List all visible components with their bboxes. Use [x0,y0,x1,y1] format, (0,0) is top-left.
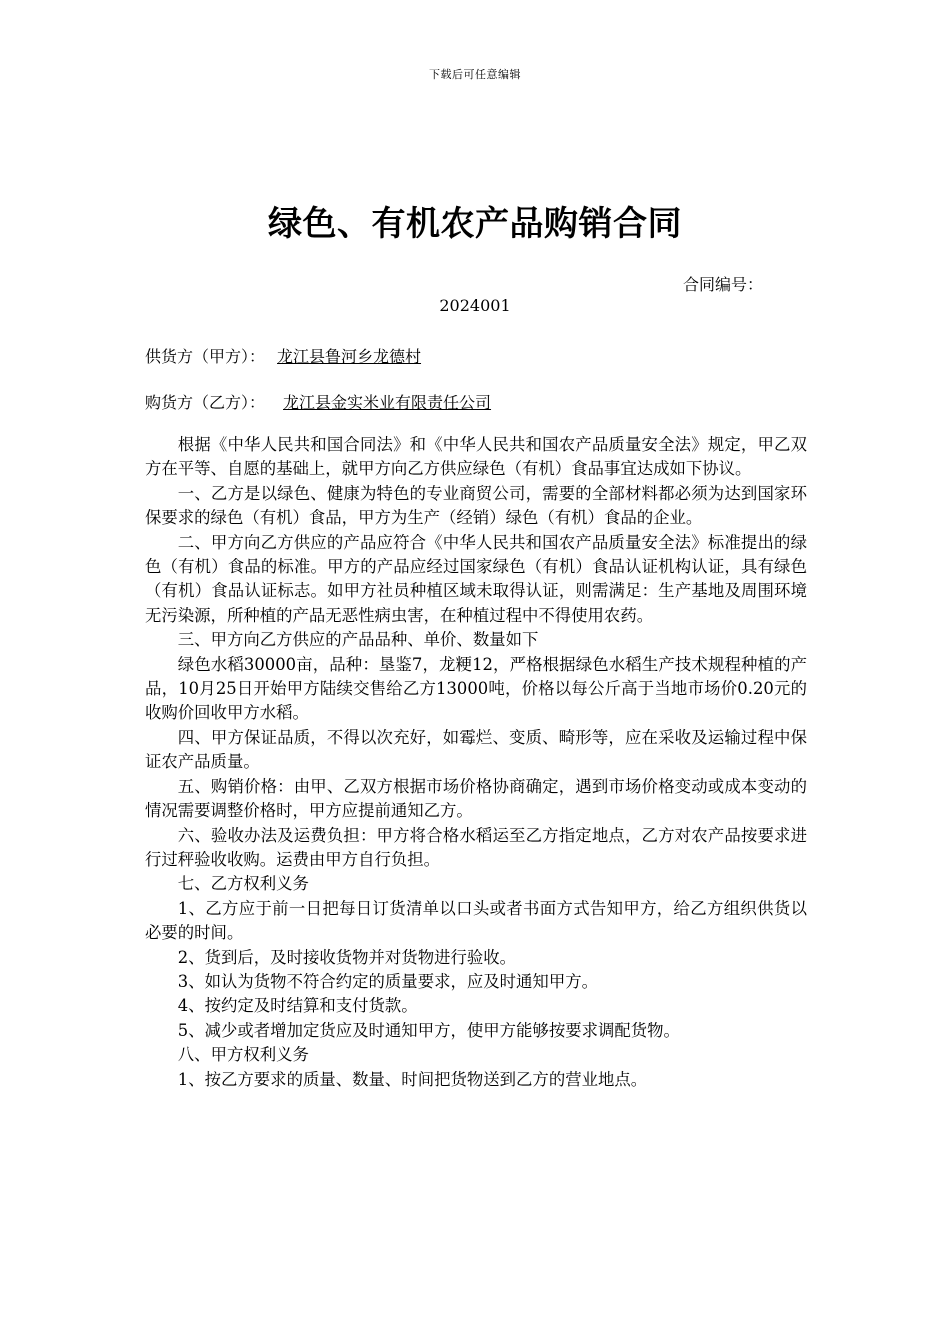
paragraph-clause-6: 六、验收办法及运费负担：甲方将合格水稻运至乙方指定地点，乙方对农产品按要求进行过秤验收收购。运费由甲方自行负担。 [145,825,807,869]
contract-number-value: 2024001 [439,296,511,315]
paragraph-clause-7-item-5: 5、减少或者增加定货应及时通知甲方，使甲方能够按要求调配货物。 [177,1020,680,1040]
supplier-line [145,344,477,367]
buyer-line [145,390,529,413]
supplier-label: 供货方（甲方）： [145,347,266,366]
paragraph-clause-7-item-2: 2、货到后，及时接收货物并对货物进行验收。 [177,947,517,967]
paragraph-preamble: 根据《中华人民共和国合同法》和《中华人民共和国农产品质量安全法》规定，甲乙双方在平等、自愿的基础上，就甲方向乙方供应绿色（有机）食品事宜达成如下协议。 [145,435,807,479]
paragraph-clause-7: 七、乙方权利义务 [177,874,309,894]
paragraph-clause-8-item-1: 1、按乙方要求的质量、数量、时间把货物送到乙方的营业地点。 [177,1069,648,1089]
paragraph-clause-3: 三、甲方向乙方供应的产品品种、单价、数量如下 [177,630,539,650]
paragraph-clause-8: 八、甲方权利义务 [177,1045,309,1065]
paragraph-clause-2: 二、甲方向乙方供应的产品应符合《中华人民共和国农产品质量安全法》标准提出的绿色（有机）食品的标准。甲方的产品应经过国家绿色（有机）食品认证机构认证，具有绿色（有机）食品认证标志。如甲方社员种植区域未取得认证，则需满足：生产基地及周围环境无污染源，所种植的产品无恶性病虫害，在种植过程中不得使用农药。 [145,532,807,625]
document-title: 绿色、有机农产品购销合同 [268,204,682,244]
paragraph-clause-7-item-3: 3、如认为货物不符合约定的质量要求，应及时通知甲方。 [177,971,598,991]
contract-body [145,433,807,1092]
buyer-label: 购货方（乙方）： [145,393,266,412]
header-note: 下载后可任意编辑 [429,68,521,81]
paragraph-clause-7-item-4: 4、按约定及时结算和支付货款。 [177,996,418,1016]
paragraph-clause-3-detail: 绿色水稻30000亩，品种：垦鉴7，龙粳12，严格根据绿色水稻生产技术规程种植的产品，10月25日开始甲方陆续交售给乙方13000吨，价格以每公斤高于当地市场价0.20元的收购价回收甲方水稻。 [145,654,807,723]
paragraph-clause-5: 五、购销价格：由甲、乙双方根据市场价格协商确定，遇到市场价格变动或成本变动的情况需要调整价格时，甲方应提前通知乙方。 [145,776,807,821]
paragraph-clause-1: 一、乙方是以绿色、健康为特色的专业商贸公司，需要的全部材料都必须为达到国家环保要求的绿色（有机）食品，甲方为生产（经销）绿色（有机）食品的企业。 [145,483,807,528]
paragraph-clause-7-item-1: 1、乙方应于前一日把每日订货清单以口头或者书面方式告知甲方，给乙方组织供货以必要的时间。 [145,898,807,943]
paragraph-clause-4: 四、甲方保证品质，不得以次充好，如霉烂、变质、畸形等，应在采收及运输过程中保证农产品质量。 [145,727,807,772]
contract-number-label: 合同编号： [683,275,764,294]
buyer-name: 龙江县金实米业有限责任公司 [283,393,492,412]
supplier-name: 龙江县鲁河乡龙德村 [277,347,422,366]
